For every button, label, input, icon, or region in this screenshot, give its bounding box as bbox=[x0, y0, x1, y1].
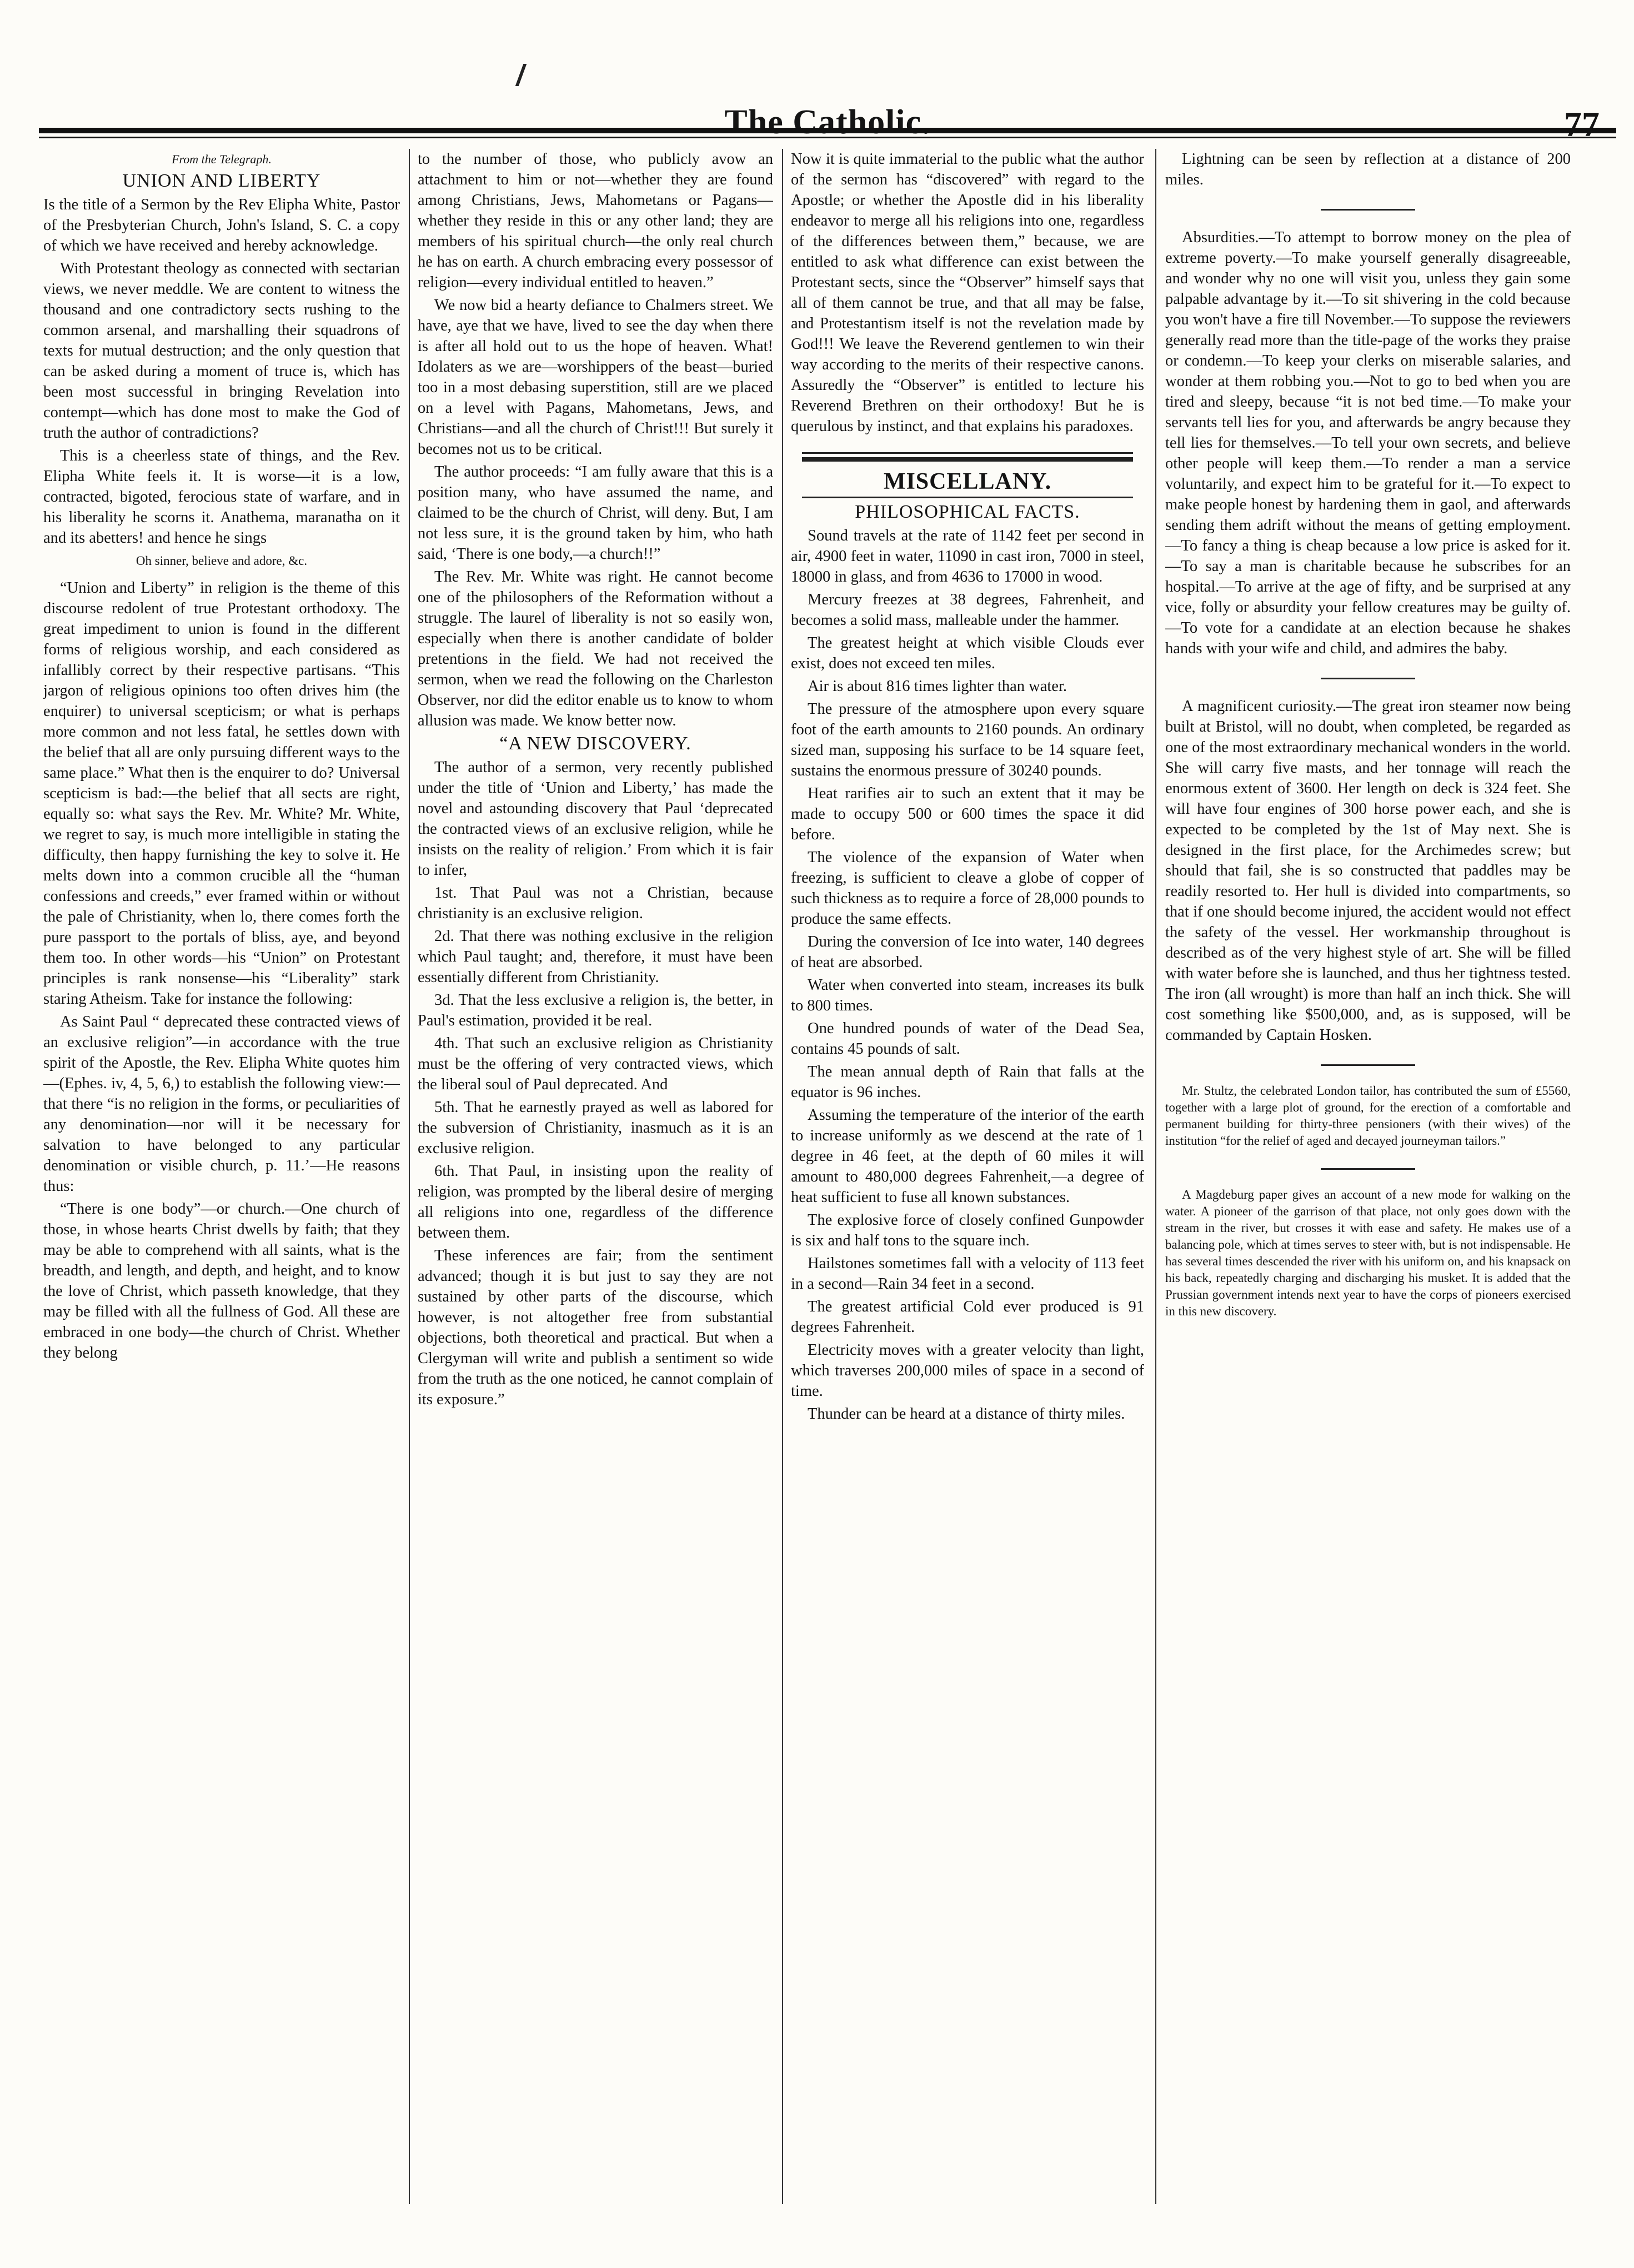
section-rule bbox=[802, 497, 1133, 498]
paragraph: Mr. Stultz, the celebrated London tailor, has contributed the sum of £5560, together with a large plot of ground, for the erection of a comfortable and permanent building for thirty-three pensioners (with their wives) of the institution “for the relief of aged and decayed journeyman tailors.” bbox=[1165, 1084, 1571, 1148]
fact-paragraph: The mean annual depth of Rain that falls at the equator is 96 inches. bbox=[791, 1063, 1144, 1101]
paragraph: Now it is quite immaterial to the public what the author of the sermon has “discovered” with regard to the Apostle; or whether the Apostle did in his liberality endeavor to merge all his religions into one, regardless of the differences between them,” because, we are entitled to ask what difference can exist between the Protestant sects, since the “Observer” himself says that all of them cannot be true, and that all may be false, and Protestantism itself is not the revelation made by God!!! We leave the Reverend gentlemen to win their way according to the merits of their respective canons. Assuredly the “Observer” is entitled to lecture his Reverend Brethren on their orthodoxy! But he is querulous by instinct, and that explains his paradoxes. bbox=[791, 151, 1144, 435]
fact-paragraph: The greatest height at which visible Clouds ever exist, does not exceed ten miles. bbox=[791, 634, 1144, 672]
paragraph: With Protestant theology as connected with sectarian views, we never meddle. We are content to witness the thousand and one contradictory sects rushing to the common arsenal, and marshalling their squadrons of texts for mutual destruction; and the only question that can be asked during a moment of truce is, which has been most successful in bringing Revelation into contempt—which has done most to make the God of truth the author of contradictions? bbox=[43, 260, 400, 442]
paragraph: “Union and Liberty” in religion is the theme of this discourse redolent of true Protestant orthodoxy. The great impediment to union is found in the different forms of religious worship, and each considered as infallibly correct by their respective partisans. “This jargon of religious opinions too often drives him (the enquirer) to universal scepticism; or what is perhaps more common and not less fatal, he settles down with the belief that all are only pursuing different ways to the same place.” What then is the enquirer to do? Universal scepticism is bad:—the belief that all sects are right, equally so: what says the Rev. Mr. White? Mr. White, we regret to say, is much more intelligible in stating the difficulty, then happy furnishing the key to solve it. He melts down into a common crucible all the “human confessions and creeds,” ever framed within or without the pale of Christianity, when lo, there comes forth the pure passport to the portals of bliss, aye, and beyond them too. In other words—his “Union” on Protestant principles is rank nonsense—his “Liberality” stark staring Atheism. Take for instance the following: bbox=[43, 579, 400, 1008]
fact-paragraph: Sound travels at the rate of 1142 feet per second in air, 4900 feet in water, 11090 in cast iron, 7000 in steel, 18000 in glass, and from 4636 to 17000 in wood. bbox=[791, 527, 1144, 585]
source-credit: From the Telegraph. bbox=[172, 152, 272, 166]
fact-paragraph: Electricity moves with a greater velocity than light, which traverses 200,000 miles of space in a second of time. bbox=[791, 1341, 1144, 1400]
fact-paragraph: The greatest artificial Cold ever produced is 91 degrees Fahrenheit. bbox=[791, 1298, 1144, 1336]
page-number: 77 bbox=[1564, 104, 1600, 144]
paragraph: These inferences are fair; from the sentiment advanced; though it is but just to say they are not sustained by other parts of the discourse, which however, is not altogether free from substantial objections, both theoretical and practical. But when a Clergyman will write and publish a sentiment so wide from the truth as the one noticed, he cannot complain of its exposure.” bbox=[418, 1247, 773, 1408]
header-rule-thin bbox=[39, 137, 1616, 138]
paragraph: 5th. That he earnestly prayed as well as labored for the subversion of Christianity, inasmuch as it is an exclusive religion. bbox=[418, 1099, 773, 1157]
masthead bbox=[39, 42, 1616, 144]
paragraph: A Magdeburg paper gives an account of a new mode for walking on the water. A pioneer of the garrison of that place, not only goes down with the stream in the river, but crosses it with ease and safety. He makes use of a balancing pole, which at times serves to steer with, but is not indispensable. He has several times descended the river with his uniform on, and his knapsack on his back, repeatedly charging and discharging his musket. It is added that the Prussian government intends next year to have the corps of pioneers exercised in this new discovery. bbox=[1165, 1188, 1571, 1318]
paragraph: 6th. That Paul, in insisting upon the reality of religion, was prompted by the liberal desire of merging all religions into one, regardless of the difference between them. bbox=[418, 1163, 773, 1241]
item-separator bbox=[1321, 678, 1415, 679]
header-rule-thick bbox=[39, 128, 1616, 133]
item-separator bbox=[1321, 209, 1415, 211]
paragraph: A magnificent curiosity.—The great iron steamer now being built at Bristol, will no doubt, when completed, be regarded as one of the most extraordinary mechanical wonders in the world. She will carry five masts, and her tonnage will reach the enormous extent of 3600. Her length on deck is 324 feet. She will have four engines of 300 horse power each, and she is expected to be completed by the 1st of May next. She is designed in the first place, for the Archimedes screw; but should that fail, she is so constructed that paddles may be readily resorted to. Her hull is divided into compartments, so that if one should become injured, the accident would not effect the safety of the vessel. Her workmanship throughout is described as of the very highest style of art. She will be filled with water before she is launched, and thus her tightness tested. The iron (all wrought) is more than half an inch thick. She will cost something like $500,000, and, as is supposed, will be commanded by Captain Hosken. bbox=[1165, 698, 1571, 1044]
article-heading: “A NEW DISCOVERY. bbox=[499, 733, 691, 754]
article-heading: UNION AND LIBERTY bbox=[122, 171, 321, 191]
column-4 bbox=[1165, 149, 1571, 2199]
fact-paragraph: Heat rarifies air to such an extent that it may be made to occupy 500 or 600 times the space it did before. bbox=[791, 785, 1144, 843]
column-1 bbox=[43, 149, 400, 2199]
paragraph: 3d. That the less exclusive a religion is, the better, in Paul's estimation, provided it be real. bbox=[418, 992, 773, 1029]
column-3 bbox=[791, 149, 1144, 2199]
verse-line: Oh sinner, believe and adore, &c. bbox=[136, 554, 308, 568]
paragraph: The author of a sermon, very recently published under the title of ‘Union and Liberty,’ has made the novel and astounding discovery that Paul ‘deprecated the contracted views of an exclusive religion, while he insists on the reality of religion.’ From which it is fair to infer, bbox=[418, 759, 773, 879]
paragraph: The author proceeds: “I am fully aware that this is a position many, who have assumed the name, and claimed to be the church of Christ, will deny. But, I am not less sure, it is the ground taken by him, who hath said, ‘There is one body,—a church!!” bbox=[418, 463, 773, 563]
column-2 bbox=[418, 149, 773, 2199]
ink-mark bbox=[515, 64, 527, 86]
fact-paragraph: During the conversion of Ice into water, 140 degrees of heat are absorbed. bbox=[791, 933, 1144, 971]
fact-paragraph: Assuming the temperature of the interior of the earth to increase uniformly as we descend at the rate of 1 degree in 46 feet, at the depth of 60 miles it will amount to 480,000 degrees Fahrenheit,—a degree of heat sufficient to fuse all known substances. bbox=[791, 1107, 1144, 1206]
article-heading: PHILOSOPHICAL FACTS. bbox=[855, 502, 1080, 522]
section-rule bbox=[802, 452, 1133, 454]
fact-paragraph: Hailstones sometimes fall with a velocity of 113 feet in a second—Rain 34 feet in a second. bbox=[791, 1255, 1144, 1293]
fact-paragraph: One hundred pounds of water of the Dead Sea, contains 45 pounds of salt. bbox=[791, 1020, 1144, 1058]
paragraph: 4th. That such an exclusive religion as Christianity must be the offering of very contracted views, which the liberal soul of Paul deprecated. And bbox=[418, 1035, 773, 1093]
paragraph: Is the title of a Sermon by the Rev Elipha White, Pastor of the Presbyterian Church, John's Island, S. C. a copy of which we have received and hereby acknowledge. bbox=[43, 196, 400, 254]
section-rule-thick bbox=[802, 457, 1133, 462]
fact-paragraph: Water when converted into steam, increases its bulk to 800 times. bbox=[791, 977, 1144, 1014]
paragraph: “There is one body”—or church.—One church of those, in whose hearts Christ dwells by faith; that they may be able to comprehend with all saints, what is the breadth, and length, and depth, and height, and to know the love of Christ, which passeth knowledge, that they may be filled with all the fullness of God. All these are embraced in one body—the church of Christ. Whether they belong bbox=[43, 1200, 400, 1361]
column-divider bbox=[409, 149, 410, 2204]
column-divider bbox=[782, 149, 783, 2204]
fact-paragraph: Mercury freezes at 38 degrees, Fahrenheit, and becomes a solid mass, malleable under the hammer. bbox=[791, 591, 1144, 629]
paragraph: The Rev. Mr. White was right. He cannot become one of the philosophers of the Reformation without a struggle. The laurel of liberality is not so easily won, especially when there is another candidate of bolder pretentions in the field. We had not received the sermon, when we read the following on the Charleston Observer, nor did the editor enable us to know to whom allusion was made. We know better now. bbox=[418, 568, 773, 729]
fact-paragraph: Air is about 816 times lighter than water. bbox=[808, 678, 1067, 695]
paragraph: Absurdities.—To attempt to borrow money on the plea of extreme poverty.—To make yourself generally disagreeable, and wonder why no one will visit you, unless they gain some palpable advantage by it.—To sit shivering in the cold because you won't have a fire till November.—To suppose the reviewers generally read more than the title-page of the works they praise or condemn.—To keep your clerks on miserable salaries, and wonder at them robbing you.—Not to go to bed when you are tired and sleepy, because “it is not bed time.—To make your servants tell lies for you, and afterwards be angry because they tell lies for themselves.—To tell your own secrets, and believe other people will keep them.—To render a man a service voluntarily, and expect him to be grateful for it.—To expect to make people honest by hardening them in gaol, and afterwards sending them adrift without the means of getting employment.—To fancy a thing is cheap because a low price is asked for it.—To say a man is charitable because he subscribes for an hospital.—To arrive at the age of fifty, and be surprised at any vice, folly or absurdity your fellow creatures may be guilty of.—To vote for a candidate at an election because he shakes hands with your wife and child, and admires the baby. bbox=[1165, 229, 1571, 657]
item-separator bbox=[1321, 1168, 1415, 1170]
paragraph: 2d. That there was nothing exclusive in the religion which Paul taught; and, therefore, it must have been essentially different from Christianity. bbox=[418, 928, 773, 986]
paragraph: Lightning can be seen by reflection at a distance of 200 miles. bbox=[1165, 151, 1571, 188]
fact-paragraph: The pressure of the atmosphere upon every square foot of the earth amounts to 2160 pounds. An ordinary sized man, supposing his surface to be 14 square feet, sustains the enormous pressure of 30240 pounds. bbox=[791, 700, 1144, 779]
paragraph: As Saint Paul “ deprecated these contracted views of an exclusive religion”—in accordance with the true spirit of the Apostle, the Rev. Elipha White quotes him—(Ephes. iv, 4, 5, 6,) to establish the following view:—that there “is no religion in the forms, or peculiarities of any denomination—nor will it be necessary for salvation to have belonged to any particular denomination or visible church, p. 11.’—He reasons thus: bbox=[43, 1013, 400, 1195]
paragraph: We now bid a hearty defiance to Chalmers street. We have, aye that we have, lived to see the day when there is after all hold out to us the hope of heaven. What! Idolaters as we are—worshippers of the beast—buried too in a most debasing superstition, still are we placed on a level with Pagans, Mahometans, Jews, and Christians—and all the church of Christ!!! But surely it becomes not us to be critical. bbox=[418, 297, 773, 458]
column-divider bbox=[1155, 149, 1156, 2204]
page-title: The Catholic. bbox=[724, 103, 931, 141]
section-title: MISCELLANY. bbox=[883, 469, 1052, 494]
fact-paragraph: Thunder can be heard at a distance of thirty miles. bbox=[808, 1405, 1125, 1423]
item-separator bbox=[1321, 1064, 1415, 1066]
fact-paragraph: The explosive force of closely confined Gunpowder is six and half tons to the square inch. bbox=[791, 1211, 1144, 1249]
fact-paragraph: The violence of the expansion of Water when freezing, is sufficient to cleave a globe of copper of such thickness as to require a force of 28,000 pounds to produce the same effects. bbox=[791, 849, 1144, 928]
paragraph: 1st. That Paul was not a Christian, because christianity is an exclusive religion. bbox=[418, 884, 773, 922]
paragraph: This is a cheerless state of things, and the Rev. Elipha White feels it. It is worse—it is a low, contracted, bigoted, ferocious state of warfare, and in his liberality he scorns it. Anathema, maranatha on it and its abetters! and hence he sings bbox=[43, 447, 400, 547]
paragraph: to the number of those, who publicly avow an attachment to him or not—whether they are found among Christians, Jews, Mahometans or Pagans—whether they reside in this or any other land; they are members of his spiritual church—the only real church he has on earth. A church embracing every possessor of religion—every individual entitled to heaven.” bbox=[418, 151, 773, 291]
